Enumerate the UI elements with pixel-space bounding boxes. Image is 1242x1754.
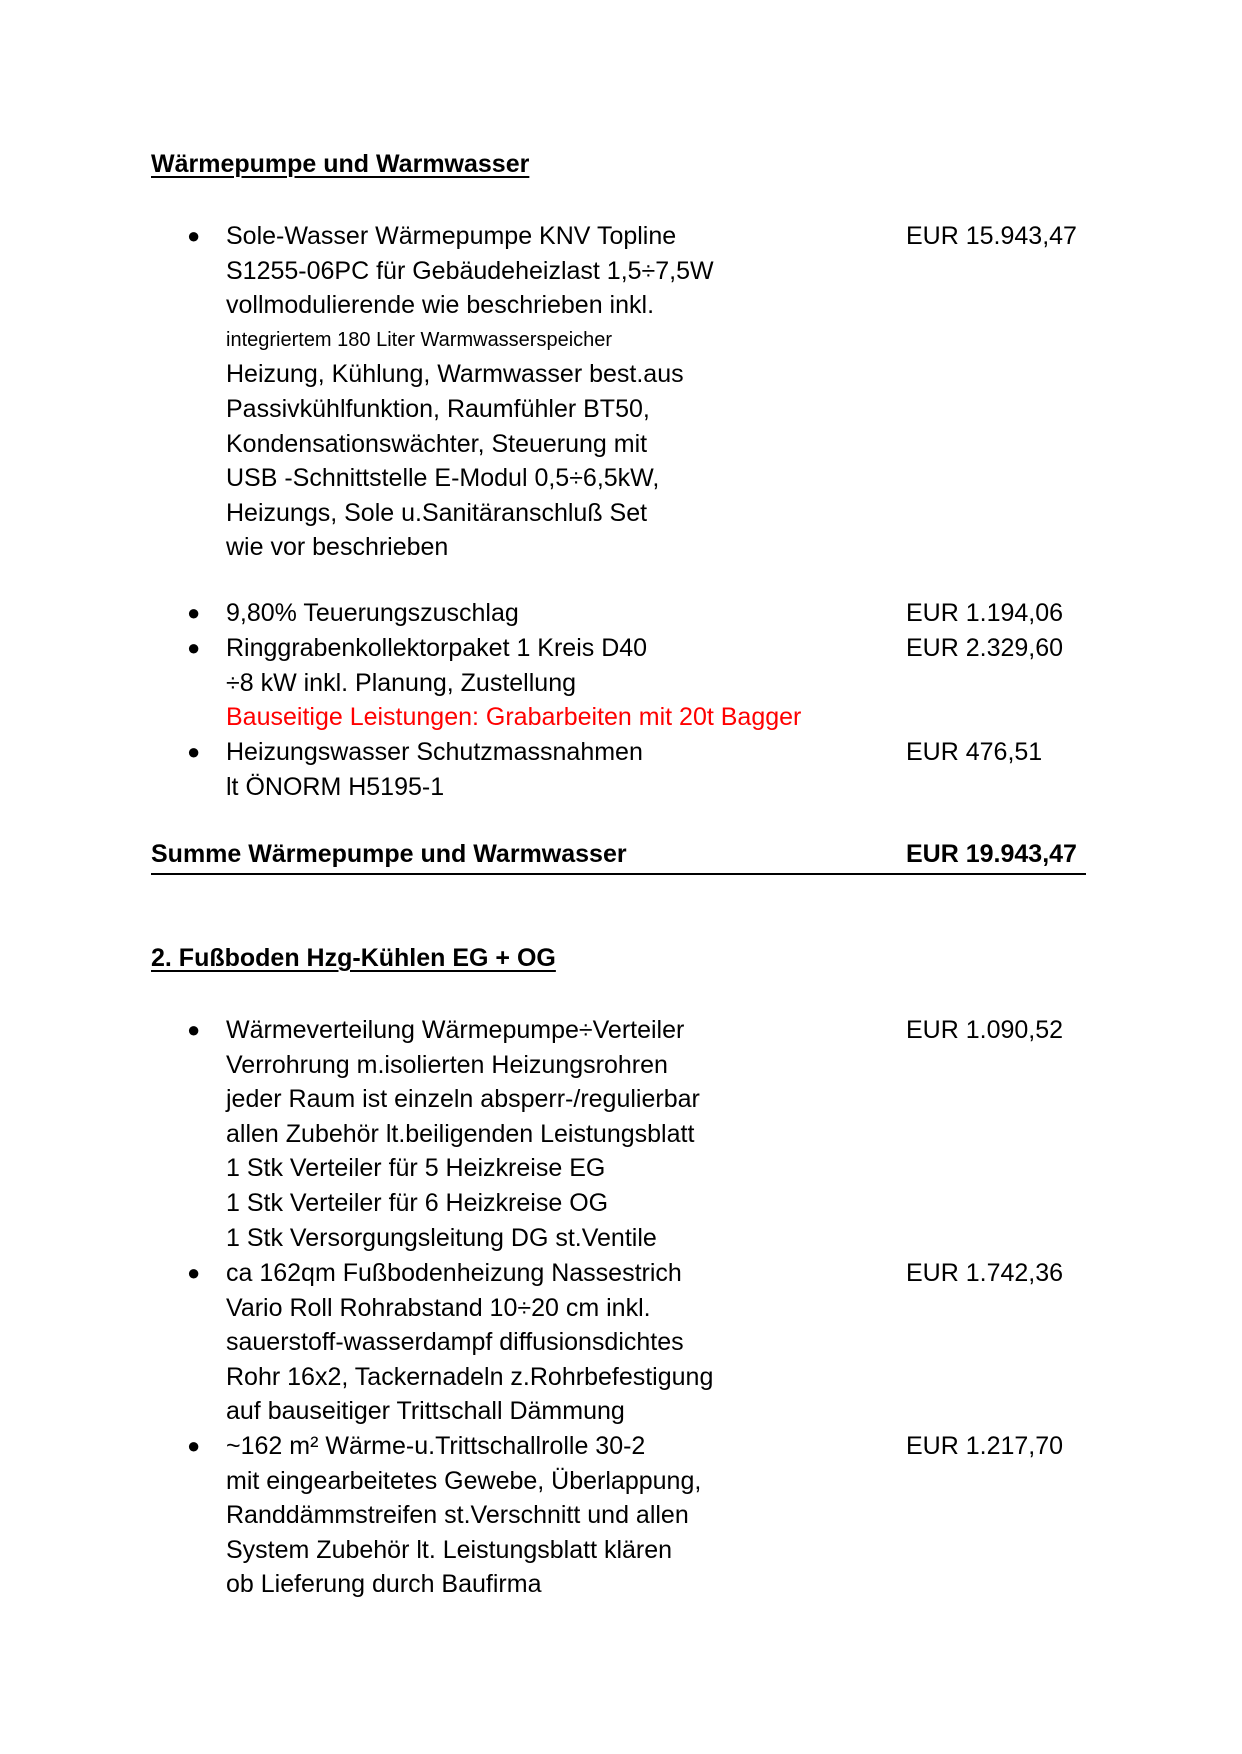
bullet-icon: ● xyxy=(187,223,201,248)
list-item xyxy=(151,596,1086,631)
item-line: 1 Stk Verteiler für 6 Heizkreise OG xyxy=(226,1188,609,1217)
item-line: auf bauseitiger Trittschall Dämmung xyxy=(226,1397,625,1426)
item-line: ~162 m² Wärme-u.Trittschallrolle 30-2 xyxy=(226,1432,646,1460)
item-line: ob Lieferung durch Baufirma xyxy=(226,1570,542,1599)
item-line: integriertem 180 Liter Warmwasserspeicher xyxy=(226,328,613,351)
item-amount: EUR 1.742,36 xyxy=(906,1259,1064,1287)
item-line: mit eingearbeitetes Gewebe, Überlappung, xyxy=(226,1466,702,1495)
item-description xyxy=(226,735,926,804)
item-amount: EUR 15.943,47 xyxy=(906,222,1077,250)
section-heading: 2. Fußboden Hzg-Kühlen EG + OG xyxy=(151,944,556,972)
item-amount: EUR 476,51 xyxy=(906,738,1043,766)
item-line: sauerstoff-wasserdampf diffusionsdichtes xyxy=(226,1328,684,1357)
bullet-icon: ● xyxy=(187,1433,201,1458)
item-amount: EUR 1.090,52 xyxy=(906,1016,1064,1044)
item-line: vollmodulierende wie beschrieben inkl. xyxy=(226,291,655,320)
item-line: System Zubehör lt. Leistungsblatt klären xyxy=(226,1535,673,1564)
item-line: ca 162qm Fußbodenheizung Nassestrich xyxy=(226,1259,682,1287)
item-line: Rohr 16x2, Tackernadeln z.Rohrbefestigung xyxy=(226,1362,714,1391)
item-line: Wärmeverteilung Wärmepumpe÷Verteiler xyxy=(226,1016,685,1044)
section-heading: Wärmepumpe und Warmwasser xyxy=(151,150,530,178)
item-description xyxy=(226,631,926,735)
item-line: Heizungswasser Schutzmassnahmen xyxy=(226,738,643,766)
bullet-icon: ● xyxy=(187,635,201,660)
item-line: Sole-Wasser Wärmepumpe KNV Topline xyxy=(226,222,677,250)
item-description xyxy=(226,1429,926,1602)
item-line: Heizungs, Sole u.Sanitäranschluß Set xyxy=(226,498,648,527)
item-note-red: Bauseitige Leistungen: Grabarbeiten mit 20t Bagger xyxy=(226,703,802,732)
item-description xyxy=(226,596,926,631)
item-description xyxy=(226,219,926,565)
item-amount: EUR 1.217,70 xyxy=(906,1432,1064,1460)
item-line: USB -Schnittstelle E-Modul 0,5÷6,5kW, xyxy=(226,464,660,493)
bullet-icon: ● xyxy=(187,1017,201,1042)
item-line: 9,80% Teuerungszuschlag xyxy=(226,599,519,627)
sum-row xyxy=(151,837,1086,875)
item-line: lt ÖNORM H5195-1 xyxy=(226,772,445,801)
list-item xyxy=(151,631,1086,735)
item-line: wie vor beschrieben xyxy=(226,533,449,562)
item-description xyxy=(226,1256,926,1429)
item-line: Ringgrabenkollektorpaket 1 Kreis D40 xyxy=(226,634,648,662)
item-line: 1 Stk Verteiler für 5 Heizkreise EG xyxy=(226,1154,606,1183)
item-line: Randdämmstreifen st.Verschnitt und allen xyxy=(226,1501,689,1530)
bullet-icon: ● xyxy=(187,739,201,764)
item-line: allen Zubehör lt.beiligenden Leistungsblatt xyxy=(226,1119,695,1148)
sum-label: Summe Wärmepumpe und Warmwasser xyxy=(151,840,627,868)
item-amount: EUR 1.194,06 xyxy=(906,599,1064,627)
item-line: Vario Roll Rohrabstand 10÷20 cm inkl. xyxy=(226,1293,651,1322)
item-line: S1255-06PC für Gebäudeheizlast 1,5÷7,5W xyxy=(226,256,714,285)
list-item xyxy=(151,735,1086,805)
bullet-icon: ● xyxy=(187,600,201,625)
sum-amount: EUR 19.943,47 xyxy=(906,840,1077,868)
list-item xyxy=(151,1429,1086,1602)
item-line: Passivkühlfunktion, Raumfühler BT50, xyxy=(226,394,650,423)
item-amount: EUR 2.329,60 xyxy=(906,634,1064,662)
item-line: jeder Raum ist einzeln absperr-/regulierbar xyxy=(226,1085,700,1114)
item-line: ÷8 kW inkl. Planung, Zustellung xyxy=(226,668,576,697)
item-line: Kondensationswächter, Steuerung mit xyxy=(226,429,648,458)
bullet-icon: ● xyxy=(187,1260,201,1285)
item-line: Verrohrung m.isolierten Heizungsrohren xyxy=(226,1050,668,1079)
list-item xyxy=(151,1256,1086,1429)
item-line: 1 Stk Versorgungsleitung DG st.Ventile xyxy=(226,1223,657,1252)
item-line: Heizung, Kühlung, Warmwasser best.aus xyxy=(226,360,684,389)
list-item xyxy=(151,1013,1086,1256)
list-item xyxy=(151,219,1086,565)
item-description xyxy=(226,1013,926,1255)
